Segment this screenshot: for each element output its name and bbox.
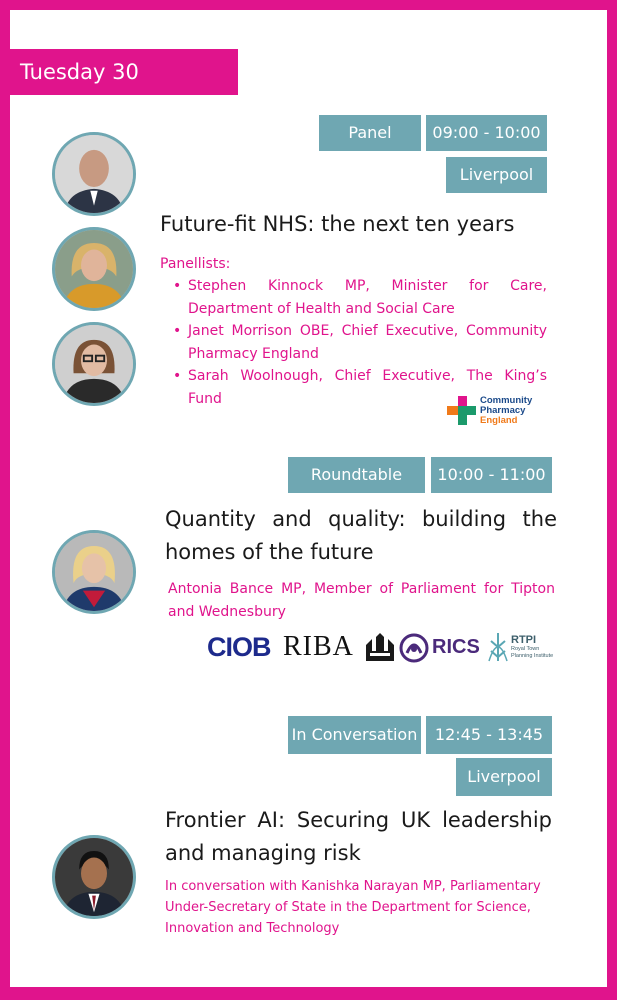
riba-logo: RIBA — [283, 631, 354, 662]
session-type-tag: In Conversation — [288, 716, 421, 754]
list-item: • Janet Morrison OBE, Chief Executive, Community Pharmacy England — [188, 320, 547, 365]
rtpi-emblem-icon — [487, 631, 509, 663]
rics-logo: RICS — [432, 636, 480, 658]
session-type-tag: Roundtable — [288, 457, 425, 493]
session-location-tag: Liverpool — [456, 758, 552, 796]
avatar — [52, 835, 136, 919]
session-type-tag: Panel — [319, 115, 421, 151]
avatar — [52, 530, 136, 614]
session-location-tag: Liverpool — [446, 157, 547, 193]
crest-icon — [362, 633, 398, 663]
rtpi-logo: RTPI Royal Town Planning Institute — [511, 634, 554, 659]
session-title: Frontier AI: Securing UK leadership and managing risk — [165, 808, 552, 865]
session-time-tag: 09:00 - 10:00 — [426, 115, 547, 151]
avatar — [52, 322, 136, 406]
list-item: • Stephen Kinnock MP, Minister for Care, Department of Health and Social Care — [188, 275, 547, 320]
community-pharmacy-england-logo — [447, 396, 557, 426]
panelists-list — [160, 275, 547, 410]
partner-logos — [207, 630, 557, 666]
session-time-tag: 10:00 - 11:00 — [431, 457, 552, 493]
rics-emblem-icon — [399, 633, 429, 663]
speaker-text: In conversation with Kanishka Narayan MP, Parliamentary Under-Secretary of State in the Department for Science, Innovation and Technology — [165, 879, 541, 936]
session-time-tag: 12:45 - 13:45 — [426, 716, 552, 754]
panelists-label: Panellists: — [160, 256, 231, 272]
ciob-logo: CIOB — [207, 632, 271, 662]
session-title: Quantity and quality: building the homes of the future — [165, 507, 557, 564]
speaker-text: Antonia Bance MP, Member of Parliament for Tipton and Wednesbury — [168, 581, 555, 620]
logo-text: Community — [480, 395, 533, 406]
avatar — [52, 227, 136, 311]
logo-text: Pharmacy — [480, 405, 526, 416]
list-item: • Sarah Woolnough, Chief Executive, The King’s Fund — [188, 365, 547, 410]
logo-text: England — [480, 415, 518, 426]
avatar — [52, 132, 136, 216]
session-title: Future-fit NHS: the next ten years — [160, 212, 515, 236]
date-banner: Tuesday 30 September — [10, 49, 238, 95]
